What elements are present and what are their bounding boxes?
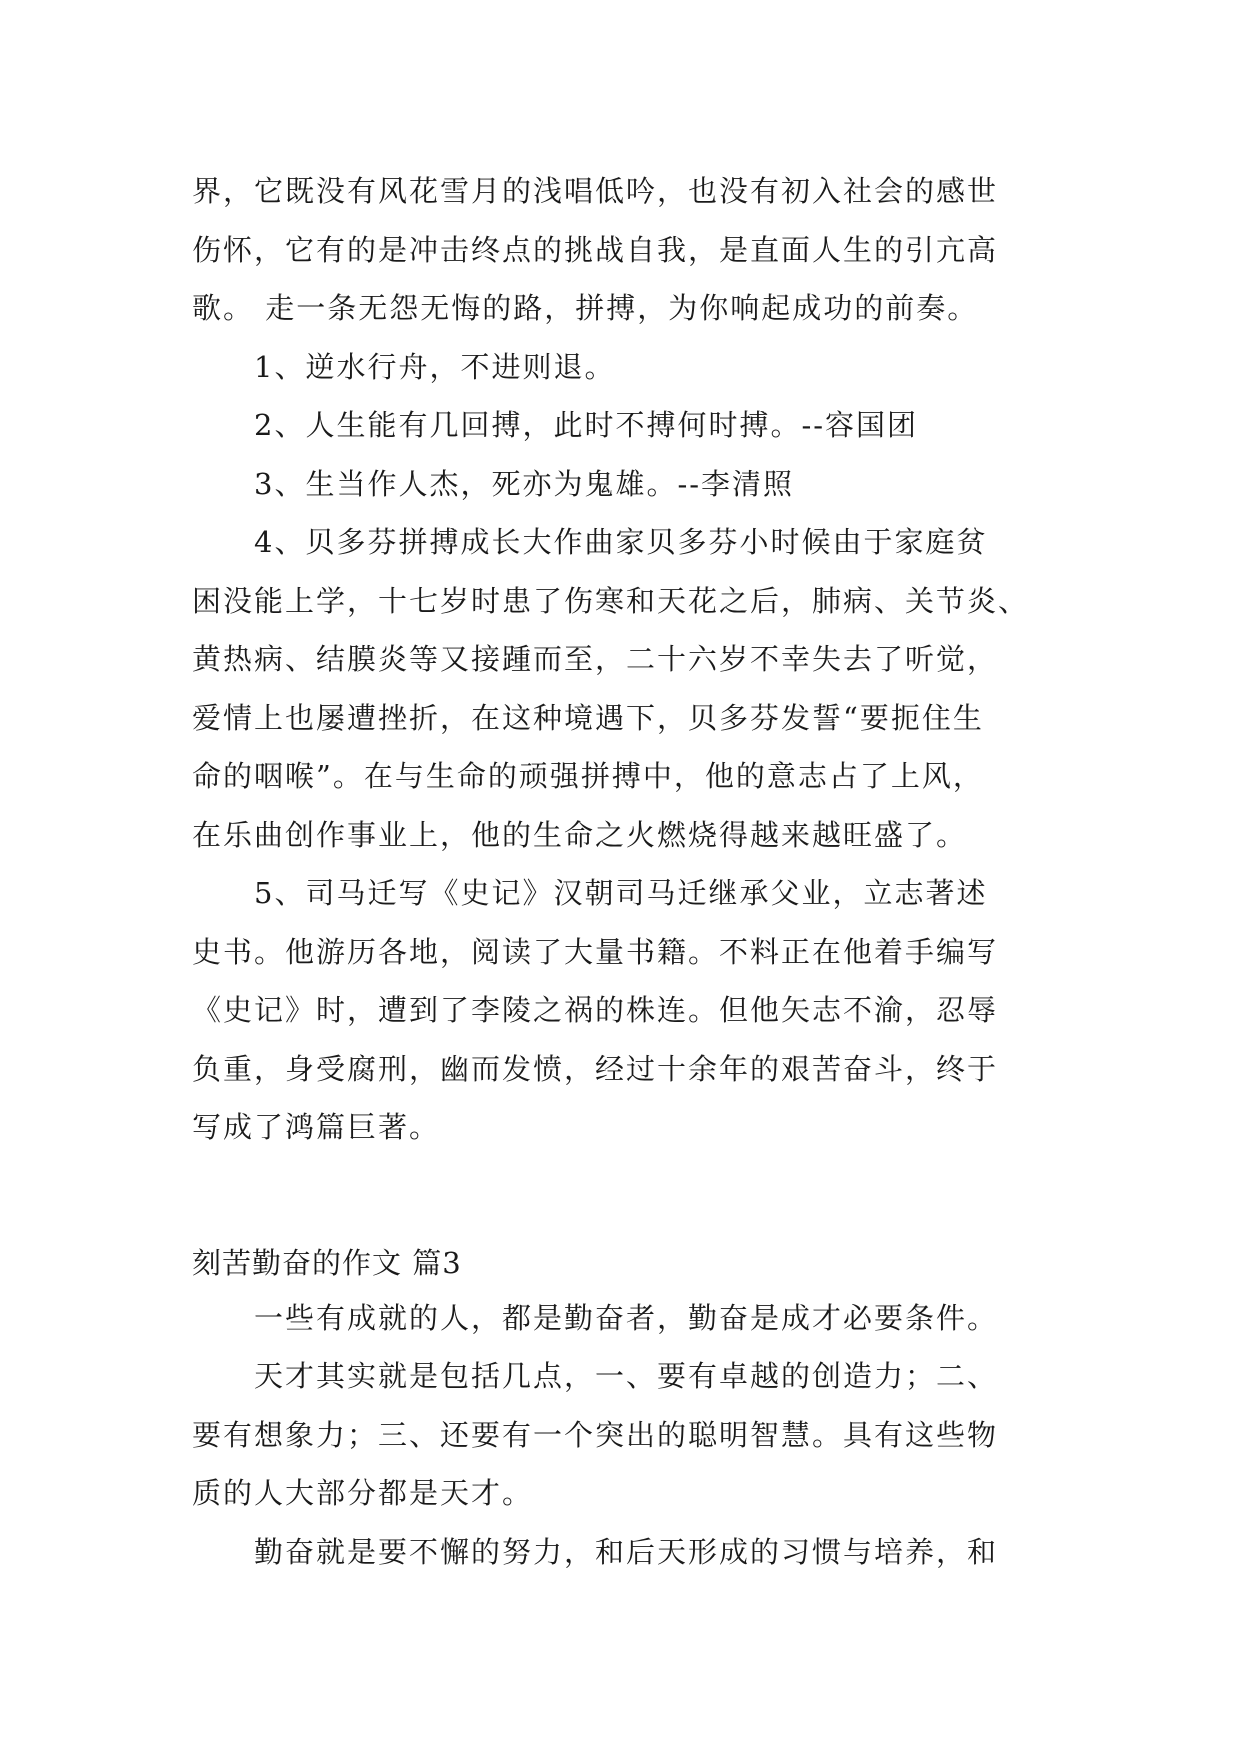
item4-line: 困没能上学，十七岁时患了伤寒和天花之后，肺病、关节炎、 xyxy=(192,583,1030,618)
item4-line: 在乐曲创作事业上，他的生命之火燃烧得越来越旺盛了。 xyxy=(192,817,968,852)
quote-1: 1、逆水行舟，不进则退。 xyxy=(254,349,616,384)
body-line: 界，它既没有风花雪月的浅唱低吟，也没有初入社会的感世 xyxy=(192,174,999,208)
item5-line: 史书。他游历各地，阅读了大量书籍。不料正在他着手编写 xyxy=(192,934,999,969)
item5-line: 5、司马迁写《史记》汉朝司马迁继承父业，立志著述 xyxy=(254,876,988,910)
section-para2-line: 天才其实就是包括几点，一、要有卓越的创造力；二、 xyxy=(254,1359,999,1393)
section-para2-line: 质的人大部分都是天才。 xyxy=(192,1476,534,1510)
section-para2-line: 要有想象力；三、还要有一个突出的聪明智慧。具有这些物 xyxy=(192,1417,999,1452)
item5-line: 负重，身受腐刑，幽而发愤，经过十余年的艰苦奋斗，终于 xyxy=(192,1051,999,1086)
body-line: 伤怀，它有的是冲击终点的挑战自我，是直面人生的引亢高 xyxy=(192,232,999,267)
body-line: 歌。 走一条无怨无悔的路，拼搏，为你响起成功的前奏。 xyxy=(192,291,979,325)
quote-3: 3、生当作人杰，死亦为鬼雄。--李清照 xyxy=(254,466,795,501)
section-para1: 一些有成就的人，都是勤奋者，勤奋是成才必要条件。 xyxy=(254,1300,999,1335)
quote-2: 2、人生能有几回搏，此时不搏何时搏。--容国团 xyxy=(254,408,919,442)
item4-line: 爱情上也屡遭挫折，在这种境遇下，贝多芬发誓“要扼住生 xyxy=(192,700,984,735)
item4-line: 黄热病、结膜炎等又接踵而至，二十六岁不幸失去了听觉， xyxy=(192,642,999,676)
document-body xyxy=(192,162,1052,1581)
item5-line: 写成了鸿篇巨著。 xyxy=(192,1110,441,1144)
section-gap xyxy=(192,1157,1052,1237)
section-heading: 刻苦勤奋的作文 篇3 xyxy=(192,1245,462,1280)
section-para3: 勤奋就是要不懈的努力，和后天形成的习惯与培养，和 xyxy=(254,1534,999,1569)
item4-line: 4、贝多芬拼搏成长大作曲家贝多芬小时候由于家庭贫 xyxy=(254,525,988,559)
item4-line: 命的咽喉”。在与生命的顽强拼搏中，他的意志占了上风， xyxy=(192,759,984,793)
item5-line: 《史记》时，遭到了李陵之祸的株连。但他矢志不渝，忍辱 xyxy=(192,993,999,1027)
